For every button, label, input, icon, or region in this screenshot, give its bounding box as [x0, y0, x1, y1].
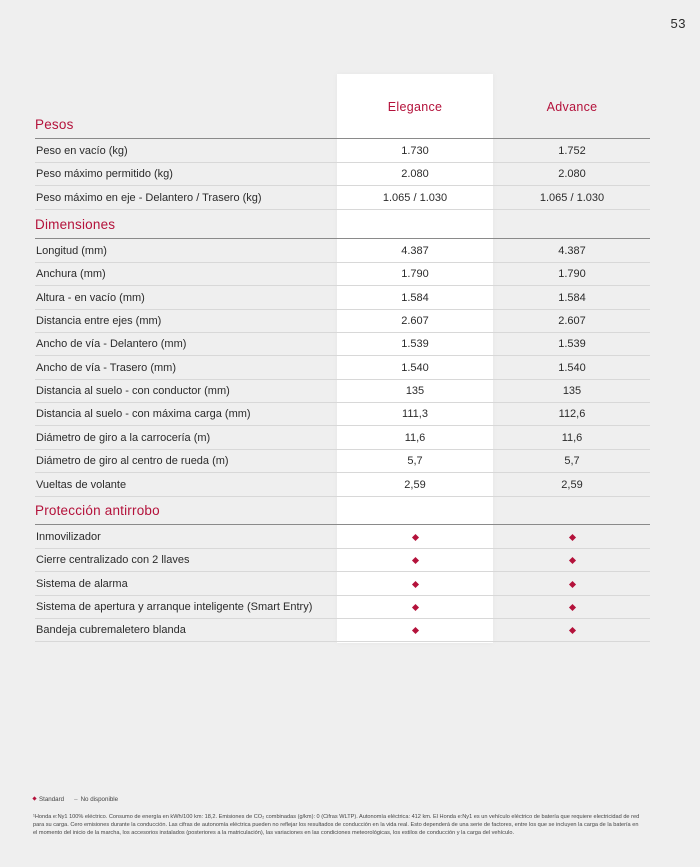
- table-row: [35, 187, 650, 210]
- value-advance: 1.065 / 1.030: [539, 191, 605, 204]
- standard-diamond-icon: [568, 604, 575, 611]
- column-header-advance: Advance: [546, 100, 598, 114]
- value-elegance: 2,59: [404, 478, 426, 491]
- standard-diamond-icon: [337, 554, 493, 566]
- value-elegance: 1.540: [401, 361, 429, 374]
- standard-diamond-icon: [411, 604, 418, 611]
- value-elegance: 4.387: [401, 245, 429, 257]
- standard-diamond-icon: [337, 531, 493, 543]
- value-advance: 112,6: [558, 408, 586, 421]
- standard-diamond-icon: [494, 531, 650, 543]
- value-elegance: 135: [405, 385, 425, 398]
- page-number: 53: [670, 16, 686, 31]
- value-advance: 2,59: [561, 478, 583, 491]
- table-row: [35, 140, 650, 163]
- table-row: [35, 357, 650, 380]
- row-label: Sistema de alarma: [36, 577, 128, 590]
- table-row: [35, 549, 650, 572]
- row-label: Anchura (mm): [36, 268, 106, 281]
- value-advance: 135: [562, 385, 582, 398]
- standard-diamond-icon: [494, 624, 650, 636]
- table-row: [35, 240, 650, 263]
- section-title-dimensiones: Dimensiones: [35, 217, 116, 232]
- legend-dash: –: [74, 796, 78, 803]
- value-advance: 5,7: [564, 455, 580, 468]
- standard-diamond-icon: [568, 557, 575, 564]
- standard-diamond-icon: [568, 627, 575, 634]
- value-advance: 1.752: [558, 145, 586, 157]
- section-title-proteccion: Protección antirrobo: [35, 503, 160, 518]
- value-elegance: 2.607: [401, 315, 429, 328]
- table-row: [35, 450, 650, 473]
- row-label: Altura - en vacío (mm): [36, 291, 145, 304]
- standard-diamond-icon: [411, 534, 418, 541]
- standard-diamond-icon: [494, 578, 650, 590]
- standard-diamond-icon: [411, 581, 418, 588]
- table-row: [35, 619, 650, 642]
- standard-diamond-icon: [411, 627, 418, 634]
- value-elegance: 1.065 / 1.030: [382, 191, 448, 204]
- standard-diamond-icon: [568, 581, 575, 588]
- row-label: Ancho de vía - Trasero (mm): [36, 361, 176, 374]
- row-label: Distancia al suelo - con máxima carga (mm): [36, 408, 251, 421]
- row-label: Diámetro de giro al centro de rueda (m): [36, 455, 229, 468]
- standard-diamond-icon: [494, 601, 650, 613]
- section-title-pesos: Pesos: [35, 117, 74, 132]
- value-elegance: 11,6: [404, 431, 426, 444]
- row-label: Peso máximo permitido (kg): [36, 168, 173, 181]
- value-elegance: 1.790: [401, 268, 429, 281]
- table-row: [35, 474, 650, 497]
- row-label: Peso en vacío (kg): [36, 145, 128, 157]
- row-label: Diámetro de giro a la carrocería (m): [36, 431, 211, 444]
- section-divider: [35, 238, 650, 239]
- row-label: Bandeja cubremaletero blanda: [36, 624, 186, 637]
- value-advance: 1.540: [558, 361, 586, 374]
- table-row: [35, 403, 650, 426]
- row-label: Longitud (mm): [36, 245, 107, 257]
- row-label: Vueltas de volante: [36, 478, 127, 491]
- table-row: [35, 380, 650, 403]
- standard-diamond-icon: [568, 534, 575, 541]
- table-row: [35, 310, 650, 333]
- footnote: ¹Honda e:Ny1 100% eléctrico. Consumo de energía en kWh/100 km: 18,2. Emisiones de CO₂ combinadas (g/km): 0 (Cifras WLTP). Autonomía eléctrica: 412 km. El Honda e:Ny1 es un vehículo eléctrico de batería que requiere electricidad de red para su carga. Cero emisiones durante la conducción. Las cifras de autonomía eléctrica pueden no reflejar los resultados de conducción en la vida real. Esto dependerá de una serie de factores, entre los que se incluyen la carga de la batería en el momento del inicio de la marcha, los accesorios instalados (posteriores a la matriculación), las variaciones en las condiciones meteorológicas, los estilos de conducción y la carga del vehículo.: [33, 814, 640, 836]
- standard-diamond-icon: [337, 624, 493, 636]
- value-elegance: 1.584: [401, 291, 429, 304]
- table-row: [35, 287, 650, 310]
- value-elegance: 1.730: [401, 145, 429, 157]
- row-label: Sistema de apertura y arranque inteligente (Smart Entry): [36, 601, 313, 614]
- standard-diamond-icon: [337, 578, 493, 590]
- table-row: [35, 163, 650, 186]
- row-label: Peso máximo en eje - Delantero / Trasero (kg): [36, 191, 262, 204]
- table-row: [35, 596, 650, 619]
- standard-diamond-icon: [32, 796, 36, 800]
- value-advance: 11,6: [561, 431, 583, 444]
- value-elegance: 2.080: [401, 168, 429, 181]
- section-divider: [35, 138, 650, 139]
- value-elegance: 5,7: [407, 455, 423, 468]
- row-label: Distancia al suelo - con conductor (mm): [36, 385, 230, 398]
- standard-diamond-icon: [337, 601, 493, 613]
- value-elegance: 1.539: [401, 338, 429, 351]
- table-row: [35, 333, 650, 356]
- table-row: [35, 573, 650, 596]
- standard-diamond-icon: [494, 554, 650, 566]
- legend: [33, 796, 118, 803]
- value-advance: 2.080: [558, 168, 586, 181]
- legend-standard: Standard: [39, 796, 65, 803]
- value-elegance: 111,3: [402, 408, 428, 421]
- table-row: [35, 263, 650, 286]
- row-label: Cierre centralizado con 2 llaves: [36, 554, 190, 567]
- row-label: Ancho de vía - Delantero (mm): [36, 338, 187, 351]
- value-advance: 4.387: [558, 245, 586, 257]
- legend-not-available: No disponible: [80, 796, 119, 803]
- section-divider: [35, 524, 650, 525]
- row-label: Distancia entre ejes (mm): [36, 315, 162, 328]
- table-row: [35, 526, 650, 549]
- table-row: [35, 427, 650, 450]
- standard-diamond-icon: [411, 557, 418, 564]
- row-label: Inmovilizador: [36, 531, 101, 543]
- value-advance: 2.607: [558, 315, 586, 328]
- value-advance: 1.584: [558, 291, 586, 304]
- column-header-elegance: Elegance: [387, 100, 443, 114]
- value-advance: 1.790: [558, 268, 586, 281]
- value-advance: 1.539: [558, 338, 586, 351]
